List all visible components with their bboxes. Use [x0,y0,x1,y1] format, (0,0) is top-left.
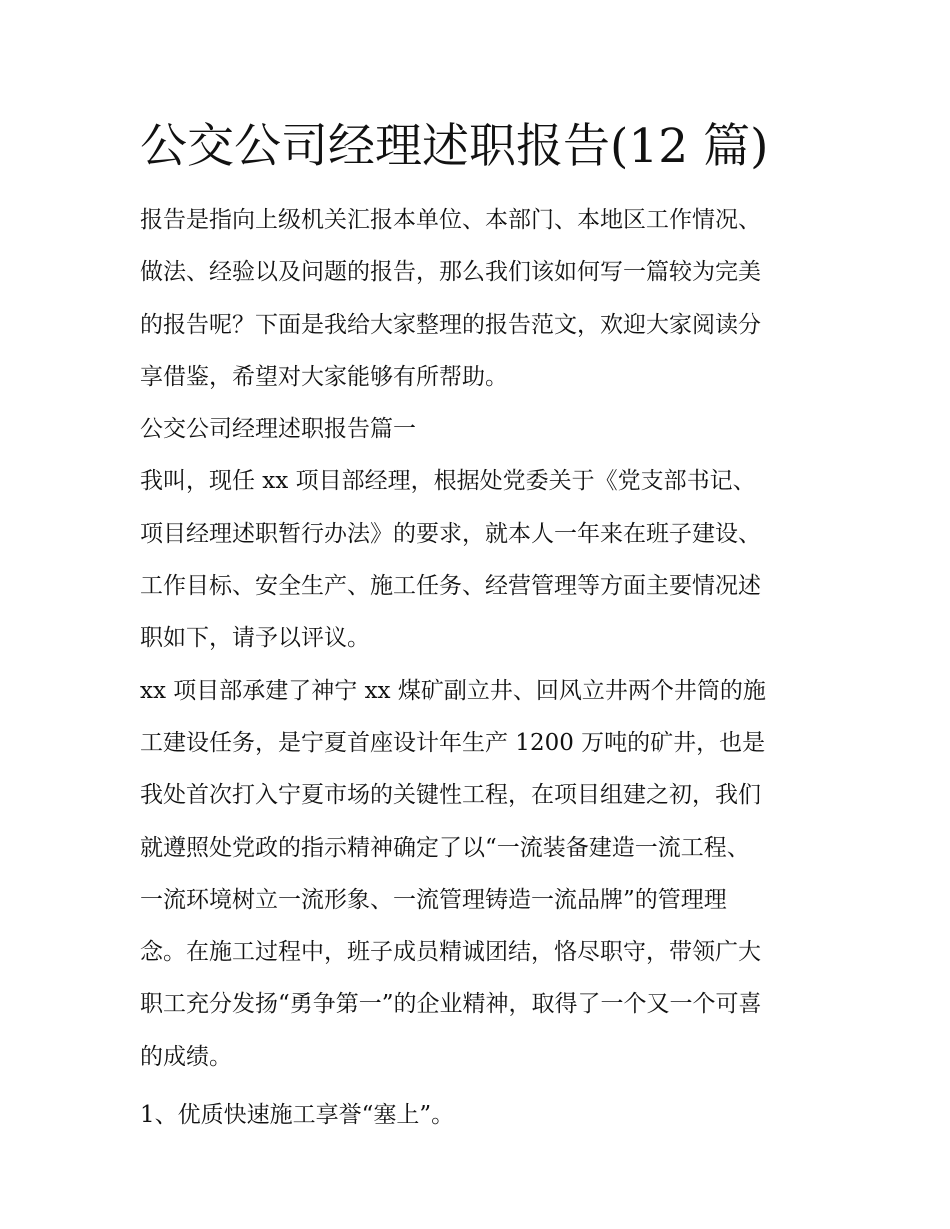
paragraph-line: 的成绩。 [140,1043,232,1070]
paragraph-line: 我处首次打入宁夏市场的关键性工程，在项目组建之初，我们 [140,782,761,809]
document-title: 公交公司经理述职报告(12 篇) [140,119,769,174]
paragraph-line: 职如下，请予以评议。 [140,625,370,652]
list-item-heading: 1、优质快速施工享誉“塞上”。 [140,1102,455,1129]
paragraph-line: 我叫，现任 xx 项目部经理，根据处党委关于《党支部书记、 [140,468,756,495]
document-body [140,194,830,1141]
section-heading: 公交公司经理述职报告篇一 [140,416,416,443]
paragraph-line: 工建设任务，是宁夏首座设计年生产 1200 万吨的矿井，也是 [140,729,766,756]
paragraph-line: 职工充分发扬“勇争第一”的企业精神，取得了一个又一个可喜 [140,991,762,1018]
paragraph-line: xx 项目部承建了神宁 xx 煤矿副立井、回风立井两个井筒的施 [140,677,766,704]
paragraph-line: 念。在施工过程中，班子成员精诚团结，恪尽职守，带领广大 [140,939,761,966]
paragraph-line: 工作目标、安全生产、施工任务、经营管理等方面主要情况述 [140,573,761,600]
paragraph-line: 报告是指向上级机关汇报本单位、本部门、本地区工作情况、 [140,207,761,233]
paragraph-line: 享借鉴，希望对大家能够有所帮助。 [140,363,508,390]
paragraph-line: 一流环境树立一流形象、一流管理铸造一流品牌”的管理理 [140,886,727,913]
paragraph-line: 做法、经验以及问题的报告，那么我们该如何写一篇较为完美 [140,259,761,286]
paragraph-line: 项目经理述职暂行办法》的要求，就本人一年来在班子建设、 [140,520,761,547]
paragraph-line: 的报告呢？下面是我给大家整理的报告范文，欢迎大家阅读分 [140,311,761,338]
paragraph-line: 就遵照处党政的指示精神确定了以“一流装备建造一流工程、 [140,834,750,861]
